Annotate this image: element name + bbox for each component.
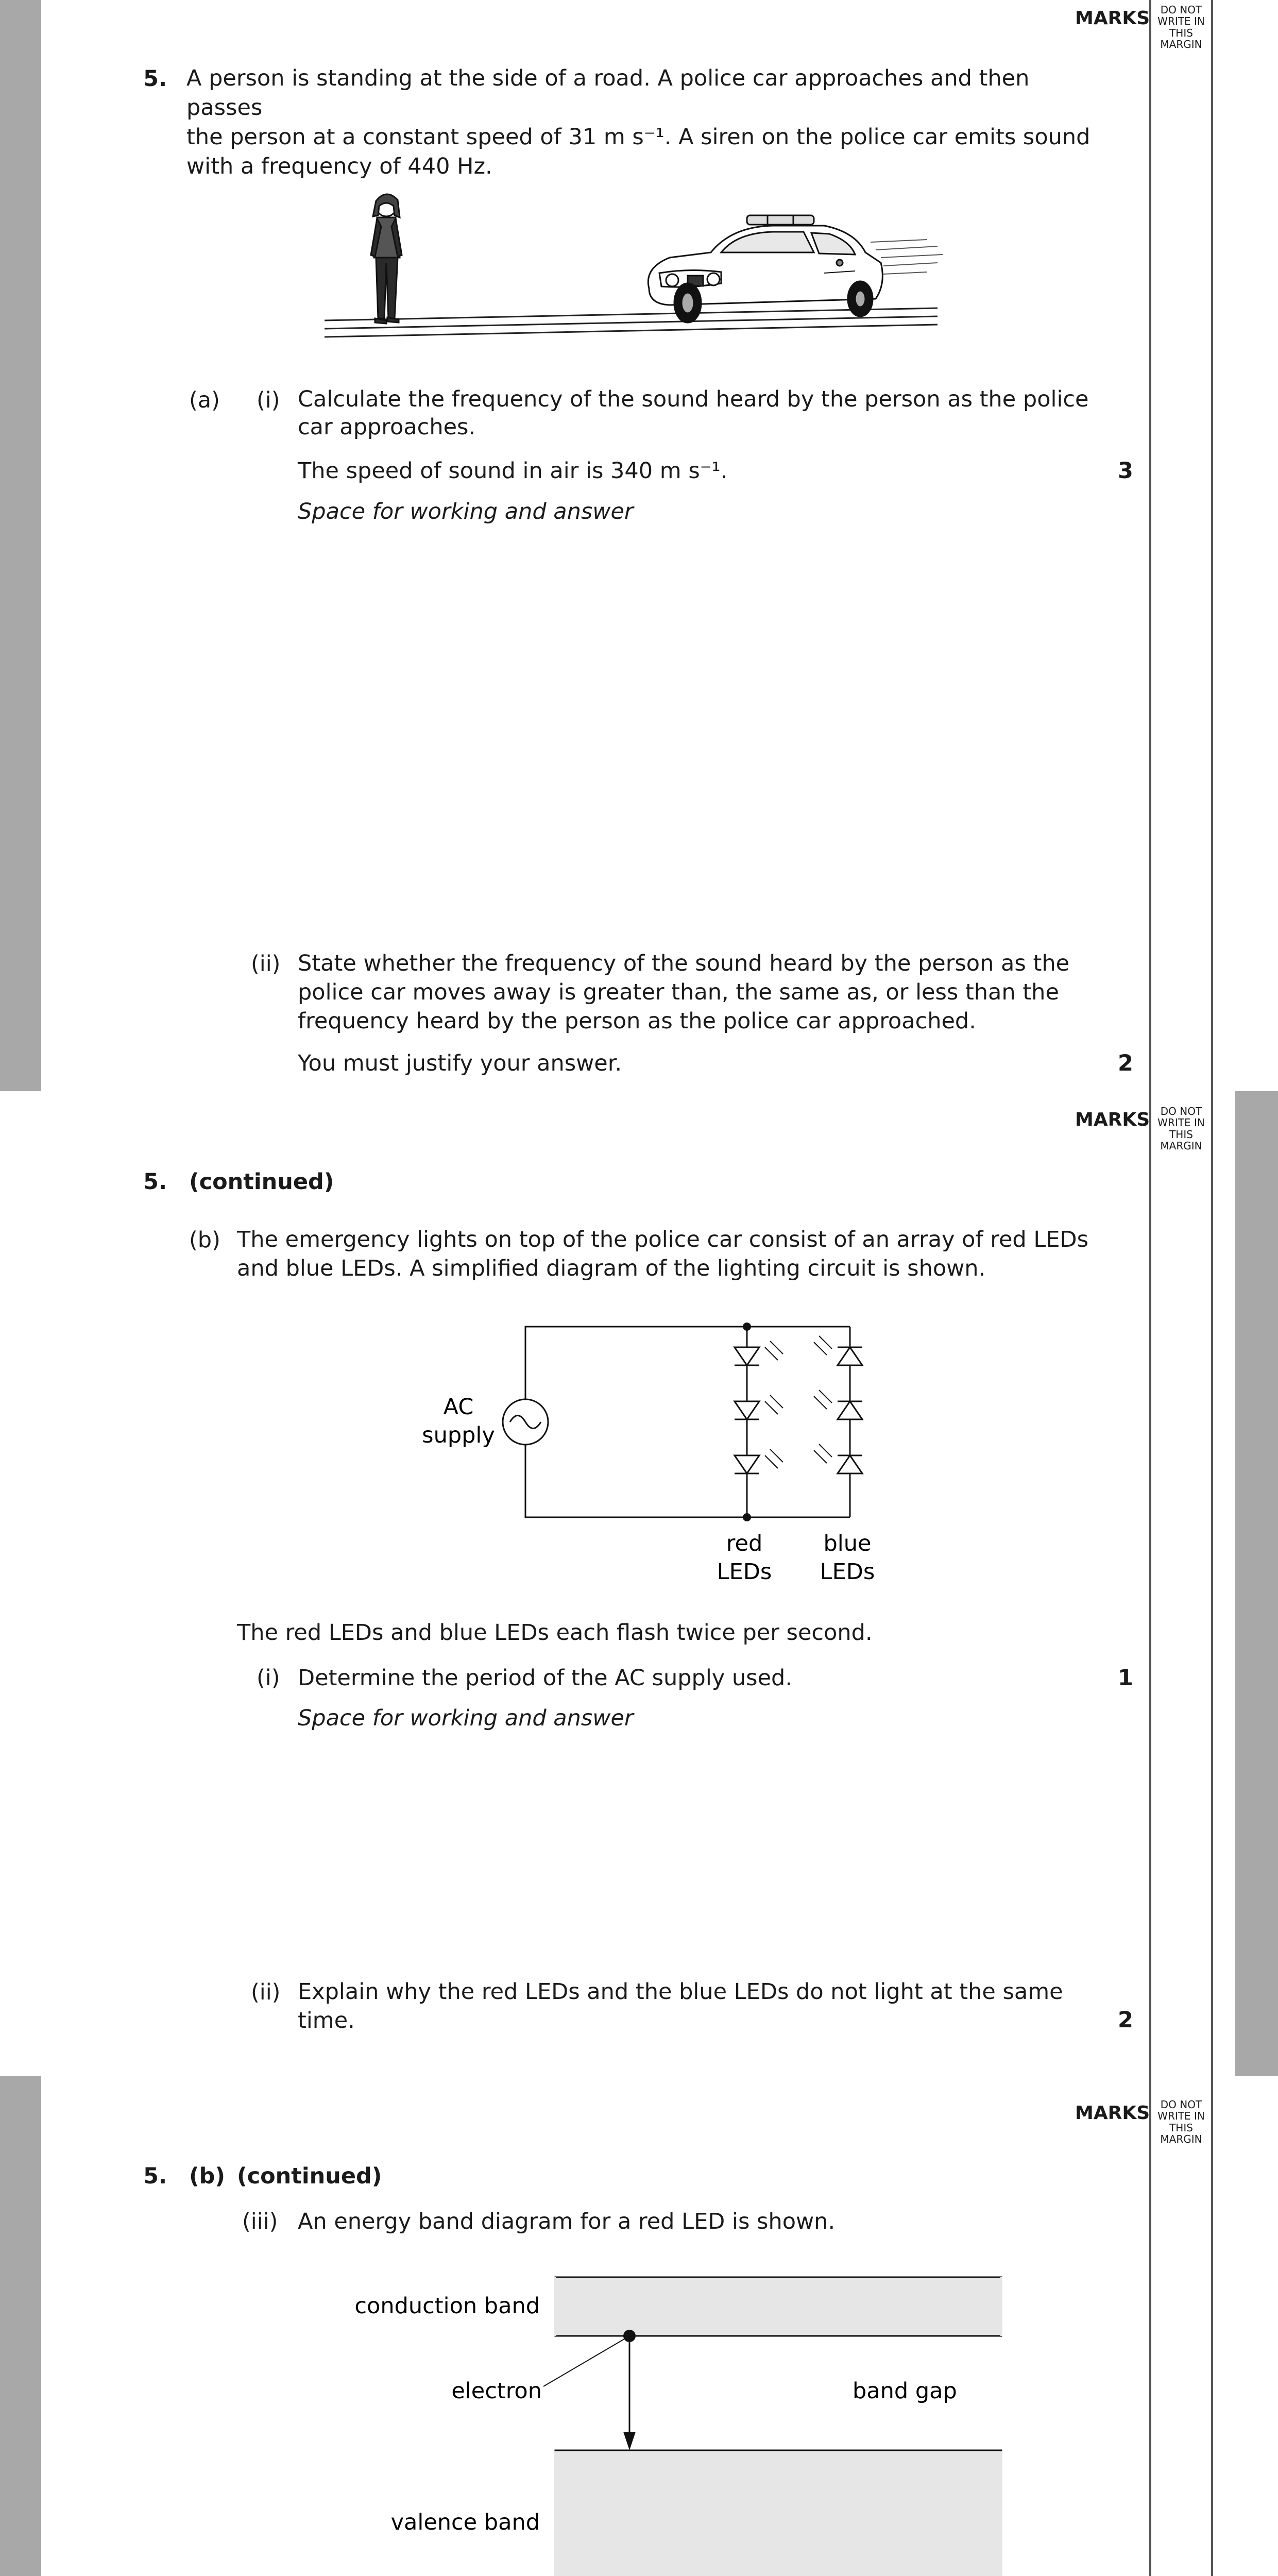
circuit-wires <box>525 1327 850 1517</box>
junction-top <box>743 1323 751 1331</box>
junction-bottom <box>743 1513 751 1521</box>
part-a-ii-question: State whether the frequency of the sound heard by the person as the police car moves away is greater than, the same as, or less than the frequency heard by the person as the police car approached. <box>298 951 1070 1034</box>
marks-header: MARKS <box>1075 8 1150 29</box>
blue-led-array <box>814 1336 862 1473</box>
part-b-i-question: Determine the period of the AC supply used. <box>298 1665 792 1691</box>
part-a-i-working-space[interactable]: Space for working and answer <box>298 499 634 524</box>
part-b-ii-marks: 2 <box>1118 2007 1133 2033</box>
question-number: 5. <box>143 1169 167 1195</box>
question-number: 5. <box>143 66 167 92</box>
person-figure <box>371 194 402 324</box>
transition-arrowhead <box>623 2432 636 2450</box>
marks-margin-line-right <box>1211 0 1213 2576</box>
blue-leds-label-line1: blue <box>823 1531 872 1556</box>
part-b-i-marks: 1 <box>1118 1665 1133 1691</box>
red-leds-label-line2: LEDs <box>717 1559 772 1585</box>
part-b-iii-question: An energy band diagram for a red LED is shown. <box>298 2209 836 2234</box>
led-circuit-diagram <box>407 1316 901 1595</box>
blue-leds-label-line2: LEDs <box>820 1559 875 1585</box>
valence-band <box>555 2450 1001 2576</box>
electron-label: electron <box>451 2378 542 2404</box>
ac-label-line1: AC <box>443 1394 474 1420</box>
part-a-ii-label: (ii) <box>251 951 281 977</box>
part-b-heading: (b) <box>189 2163 226 2189</box>
part-a-i-speed-of-sound: The speed of sound in air is 340 m s⁻¹. <box>298 458 728 484</box>
page1-left-grey-bar <box>0 0 41 1091</box>
do-not-write-margin: DO NOT WRITE IN THIS MARGIN <box>1157 2098 1205 2146</box>
ac-supply-symbol <box>503 1399 548 1445</box>
band-gap-label: band gap <box>853 2378 957 2404</box>
electron-pointer-line <box>543 2339 624 2386</box>
question-intro: A person is standing at the side of a road. A police car approaches and then passes the person at a constant speed of 31 m s⁻¹. A siren on the police car emits sound with a frequency of 440 Hz. <box>186 65 1090 179</box>
page2-right-grey-bar <box>1235 1091 1278 2076</box>
part-a-label: (a) <box>189 387 220 413</box>
conduction-band-label: conduction band <box>354 2293 540 2319</box>
part-b-i-working-space[interactable]: Space for working and answer <box>298 1705 634 1731</box>
marks-header: MARKS <box>1075 1109 1150 1130</box>
part-a-ii-justify: You must justify your answer. <box>298 1050 622 1076</box>
red-led-array <box>735 1341 783 1473</box>
part-b-ii-question: Explain why the red LEDs and the blue LEDs do not light at the same time. <box>298 1979 1063 2033</box>
police-car-illustration <box>309 185 948 350</box>
do-not-write-margin: DO NOT WRITE IN THIS MARGIN <box>1157 1105 1205 1153</box>
part-b-iii-label: (iii) <box>242 2209 278 2234</box>
valence-band-label: valence band <box>390 2510 540 2535</box>
page3-left-grey-bar <box>0 2076 41 2576</box>
marks-margin-line-left <box>1149 0 1151 2576</box>
part-a-ii-marks: 2 <box>1118 1050 1133 1076</box>
continued-heading: (continued) <box>189 1169 334 1195</box>
red-leds-label-line1: red <box>726 1531 763 1556</box>
part-a-i-label: (i) <box>257 387 280 413</box>
police-car <box>648 215 882 323</box>
do-not-write-margin: DO NOT WRITE IN THIS MARGIN <box>1157 4 1205 51</box>
part-b-label: (b) <box>189 1227 220 1253</box>
part-b-i-label: (i) <box>257 1665 280 1691</box>
part-b-ii-label: (ii) <box>251 1979 281 2005</box>
part-b-intro: The emergency lights on top of the police car consist of an array of red LEDs and blue LEDs. A simplified diagram of the lighting circuit is shown. <box>237 1227 1089 1281</box>
electron-dot <box>623 2330 636 2342</box>
part-a-i-marks: 3 <box>1118 458 1133 484</box>
road-lines <box>325 308 938 337</box>
continued-heading: (continued) <box>237 2163 382 2189</box>
question-number: 5. <box>143 2163 167 2189</box>
marks-header: MARKS <box>1075 2103 1150 2124</box>
part-a-i-question: Calculate the frequency of the sound heard by the person as the police car approaches. <box>298 386 1089 440</box>
ac-label-line2: supply <box>422 1422 495 1448</box>
flash-rate-text: The red LEDs and blue LEDs each flash twice per second. <box>237 1620 873 1646</box>
energy-band-diagram <box>309 2267 1030 2576</box>
conduction-band <box>555 2277 1001 2336</box>
